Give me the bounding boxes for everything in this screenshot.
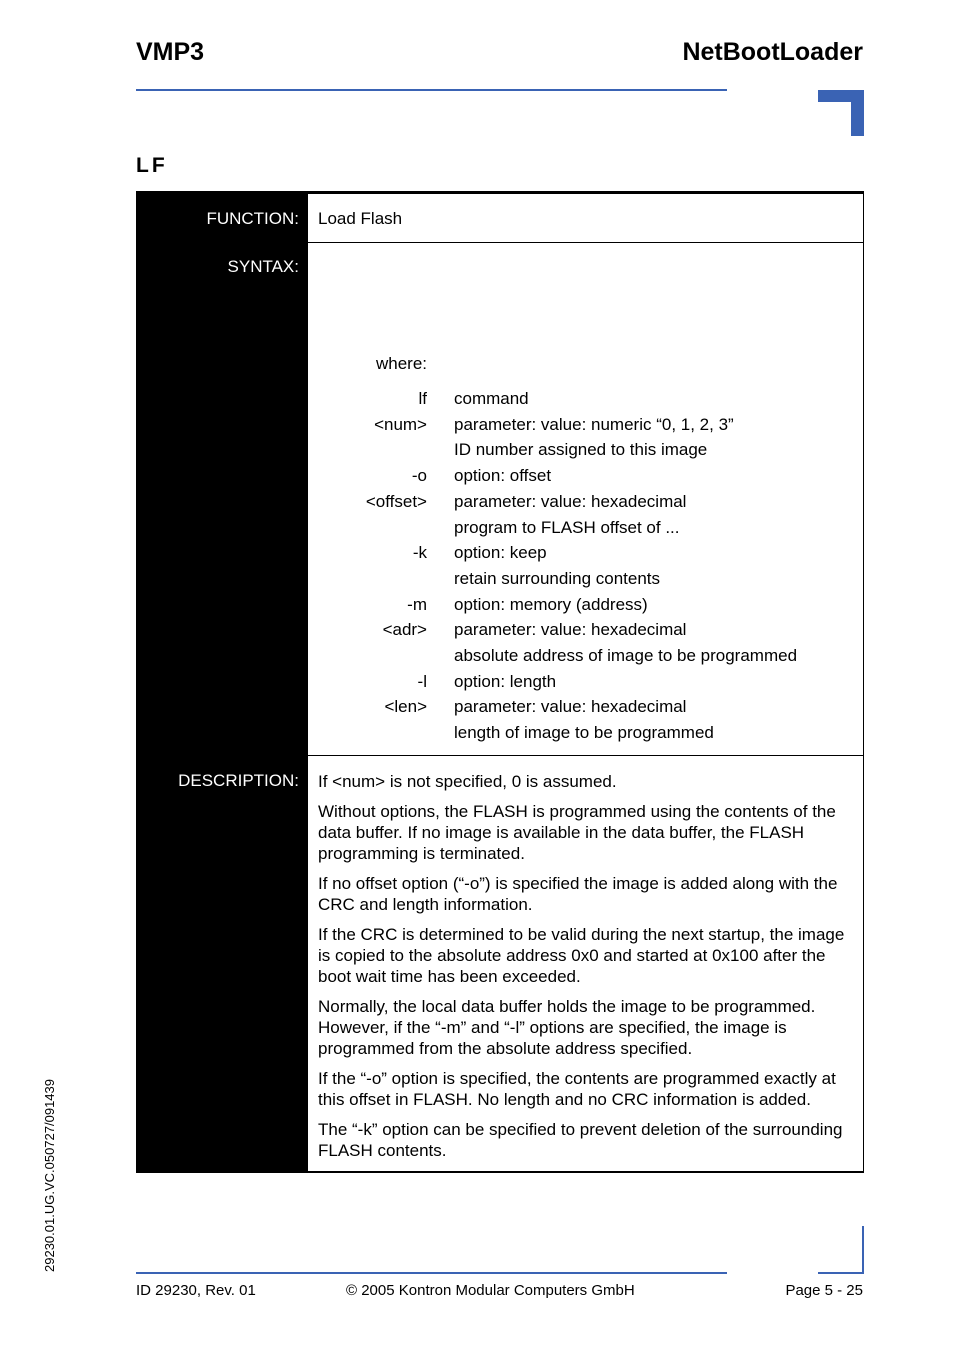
syntax-param-key: -k — [412, 543, 427, 563]
section-title: LF — [136, 154, 168, 177]
footer-doc-id: ID 29230, Rev. 01 — [136, 1282, 256, 1299]
syntax-param-key: <len> — [384, 697, 427, 717]
syntax-param-row — [136, 672, 864, 697]
syntax-param-desc: parameter: value: hexadecimal — [454, 491, 687, 511]
function-value: Load Flash — [318, 209, 403, 228]
syntax-param-desc: retain surrounding contents — [454, 568, 661, 588]
header-chapter: NetBootLoader — [682, 38, 863, 66]
where-label-row — [136, 354, 864, 379]
syntax-param-desc: option: length — [454, 671, 557, 691]
row-divider — [308, 755, 864, 756]
syntax-param-row — [136, 466, 864, 491]
syntax-param-row — [136, 595, 864, 620]
syntax-param-row — [136, 415, 864, 440]
syntax-param-desc: option: memory (address) — [454, 594, 648, 614]
syntax-param-desc: option: offset — [454, 466, 552, 486]
corner-mark-bottom — [818, 1226, 864, 1274]
corner-mark-top — [818, 90, 864, 136]
syntax-param-row — [136, 492, 864, 517]
footer-copyright: © 2005 Kontron Modular Computers GmbH — [346, 1282, 635, 1299]
syntax-param-row — [136, 620, 864, 645]
syntax-label: SYNTAX: — [227, 257, 299, 276]
syntax-param-row — [136, 697, 864, 722]
syntax-param-key: <offset> — [365, 491, 427, 511]
document-id-vertical: 29230.01.UG.VC.050727/091439 — [42, 1079, 57, 1272]
description-paragraph: If no offset option (“-o”) is specified the image is added along with the CRC and length information. — [318, 874, 838, 914]
syntax-param-desc: program to FLASH offset of ... — [454, 517, 680, 537]
description-body — [318, 771, 858, 1161]
description-paragraph: If the “-o” option is specified, the contents are programmed exactly at this offset in FLASH. No length and no CRC information is added. — [318, 1069, 836, 1109]
syntax-param-key: -l — [417, 671, 427, 691]
syntax-param-row — [136, 723, 864, 748]
syntax-param-key: -m — [407, 594, 427, 614]
footer-page-number: Page 5 - 25 — [785, 1282, 863, 1299]
header-product: VMP3 — [136, 38, 205, 66]
command-table — [136, 191, 864, 1173]
syntax-param-key: -o — [411, 466, 427, 486]
footer-rule — [136, 1272, 727, 1274]
syntax-param-desc: length of image to be programmed — [454, 723, 714, 743]
description-paragraph: If the CRC is determined to be valid during the next startup, the image is copied to the absolute address 0x0 and started at 0x100 after the boot wait time has been exceeded. — [318, 925, 845, 986]
header-rule — [136, 89, 727, 91]
where-label: where: — [375, 354, 427, 373]
syntax-param-desc: command — [454, 389, 529, 408]
syntax-param-row — [136, 389, 864, 414]
syntax-param-row — [136, 440, 864, 465]
description-paragraph: Normally, the local data buffer holds the image to be programmed. However, if the “-m” and “-l” options are specified, the image is programmed from the absolute address specified. — [318, 997, 816, 1058]
syntax-param-desc: parameter: value: numeric “0, 1, 2, 3” — [454, 414, 734, 434]
description-paragraph: Without options, the FLASH is programmed using the contents of the data buffer. If no image is available in the data buffer, the FLASH programming is terminated. — [318, 802, 836, 863]
syntax-param-row — [136, 646, 864, 671]
syntax-param-desc: parameter: value: hexadecimal — [454, 697, 687, 717]
row-divider — [308, 242, 864, 243]
syntax-param-desc: absolute address of image to be programmed — [454, 646, 798, 665]
function-label: FUNCTION: — [206, 209, 299, 228]
syntax-param-desc: option: keep — [454, 543, 547, 563]
syntax-param-row — [136, 518, 864, 543]
syntax-param-row — [136, 569, 864, 594]
syntax-param-key: <num> — [374, 414, 427, 434]
syntax-param-desc: parameter: value: hexadecimal — [454, 620, 687, 640]
syntax-param-desc: ID number assigned to this image — [454, 440, 708, 460]
description-label: DESCRIPTION: — [178, 771, 299, 790]
description-paragraph: The “-k” option can be specified to prevent deletion of the surrounding FLASH contents. — [318, 1120, 843, 1160]
syntax-param-key: lf — [418, 389, 427, 408]
syntax-param-row — [136, 543, 864, 568]
syntax-param-key: <adr> — [382, 620, 427, 640]
description-paragraph: If <num> is not specified, 0 is assumed. — [318, 772, 617, 791]
